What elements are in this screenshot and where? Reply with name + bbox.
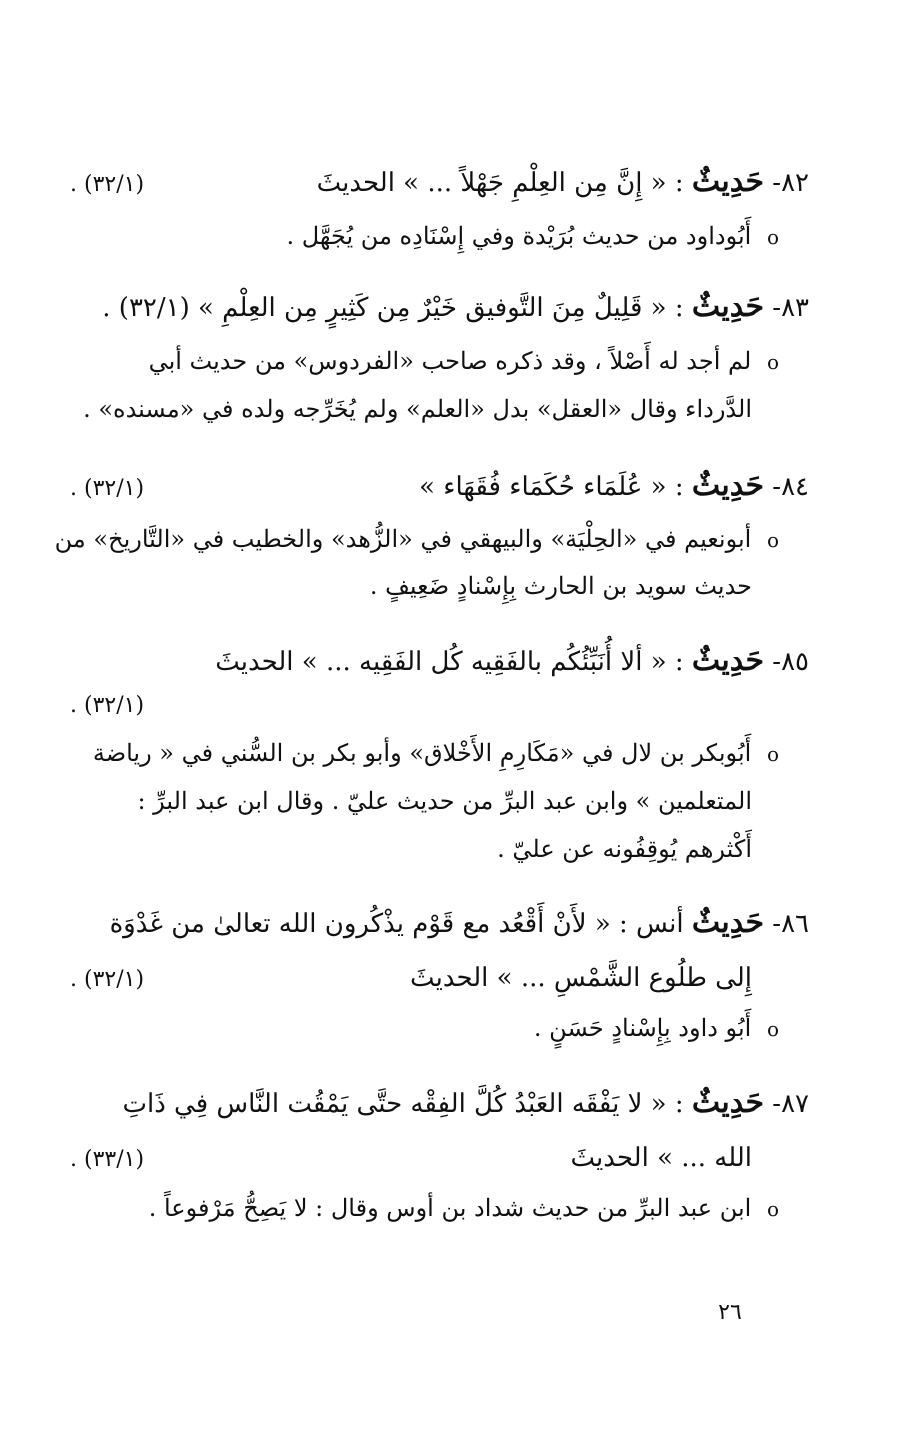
hadith-85-heading [70,641,809,681]
hadith-keyword: حَدِيثٌ [691,643,764,678]
hadith-text: : « ألا أُنَبِّئُكُم بالفَقِيه كُل الفَقِيه ... » الحديثَ [215,647,684,677]
bullet-icon: o [766,528,779,552]
note-text: أَبُوداود من حديث بُرَيْدة وفي إِسْنَادِه من يُجَهَّل . [286,222,752,250]
bullet-icon: o [766,1197,779,1221]
hadith-keyword: حَدِيثٌ [691,905,764,940]
note-text: أَكْثرهم يُوقِفُونه عن عليّ . [497,835,752,863]
hadith-82-heading [70,162,809,202]
hadith-83-note-1 [70,341,779,381]
hadith-keyword: حَدِيثٌ [691,1085,764,1120]
hadith-number: ٨٢- [772,168,809,198]
page-number: ٢٦ [718,1300,742,1325]
hadith-reference: (٣٢/١) . [70,967,145,992]
note-text: لم أجد له أَصْلاً ، وقد ذكره صاحب «الفردوس» من حديث أبي [148,347,752,375]
hadith-85-reference-line [70,686,809,726]
note-text: الدَّرداء وقال «العقل» بدل «العلم» ولم يُخَرِّجه ولده في «مسنده» . [83,395,752,423]
note-text: أبونعيم في «الحِلْيَة» والبيهقي في «الزُّهد» والخطيب في «التَّاريخ» من [54,525,752,553]
hadith-87-note [70,1188,779,1228]
hadith-text: أنس : « لأَنْ أَقْعُد مع قَوْم يذْكُرون الله تعالىٰ من غَدْوَة [109,909,684,939]
hadith-number: ٨٦- [772,909,809,939]
hadith-87-heading [70,1083,809,1123]
hadith-number: ٨٥- [772,647,809,677]
bullet-icon: o [766,742,779,766]
hadith-text: : « قَلِيلٌ مِنَ التَّوفيق خَيْرٌ مِن كَثِيرٍ مِن العِلْمِ » (٣٢/١) . [102,293,684,323]
hadith-82-main [317,162,809,203]
hadith-number: ٨٣- [772,293,809,323]
hadith-86-continuation [70,958,752,998]
hadith-number: ٨٤- [772,472,809,502]
hadith-reference: (٣٢/١) . [70,172,145,197]
bullet-icon: o [766,1017,779,1041]
hadith-85-note-1 [70,733,779,773]
bullet-icon: o [766,225,779,249]
hadith-83-heading [70,287,809,327]
hadith-86-note [70,1008,779,1048]
hadith-text: : « إِنَّ مِن العِلْمِ جَهْلاً ... » الحديثَ [316,168,684,198]
hadith-82-note [70,216,779,256]
hadith-text: : « لا يَفْقَه العَبْدُ كُلَّ الفِقْه حتَّى يَمْقُت النَّاس فِي ذَاتِ [122,1089,684,1119]
hadith-85-note-2 [70,781,752,821]
hadith-text-continuation: الله ... » الحديثَ [570,1143,752,1173]
hadith-85-note-3 [70,829,752,869]
hadith-keyword: حَدِيثٌ [691,289,764,324]
note-text: أَبُوبكر بن لال في «مَكَارِمِ الأَخْلاق» وأبو بكر بن السُّني في « رياضة [92,739,752,767]
note-text: المتعلمين » وابن عبد البرِّ من حديث عليّ . وقال ابن عبد البرِّ : [137,787,752,815]
hadith-text: : « عُلَمَاء حُكَمَاء فُقَهَاء » [419,472,684,502]
hadith-keyword: حَدِيثٌ [691,468,764,503]
hadith-number: ٨٧- [772,1089,809,1119]
hadith-keyword: حَدِيثٌ [691,164,764,199]
hadith-87-continuation [70,1138,752,1178]
bullet-icon: o [766,350,779,374]
hadith-83-note-2 [70,389,752,429]
hadith-reference: (٣٢/١) . [70,476,145,501]
hadith-reference: (٣٣/١) . [70,1147,145,1172]
hadith-reference: (٣٢/١) . [70,693,145,718]
hadith-84-heading [70,466,809,506]
hadith-84-main [419,466,809,507]
note-text: ابن عبد البرِّ من حديث شداد بن أوس وقال : لا يَصِحُّ مَرْفوعاً . [148,1194,752,1222]
hadith-84-note-2 [70,566,752,606]
hadith-84-note-1 [54,519,779,559]
hadith-text-continuation: إِلى طلُوع الشَّمْسِ ... » الحديثَ [410,963,752,993]
note-text: حديث سويد بن الحارث بِإِسْنادٍ ضَعِيفٍ . [369,572,752,600]
hadith-86-heading [70,903,809,943]
note-text: أَبُو داود بِإِسْنادٍ حَسَنٍ . [533,1014,752,1042]
